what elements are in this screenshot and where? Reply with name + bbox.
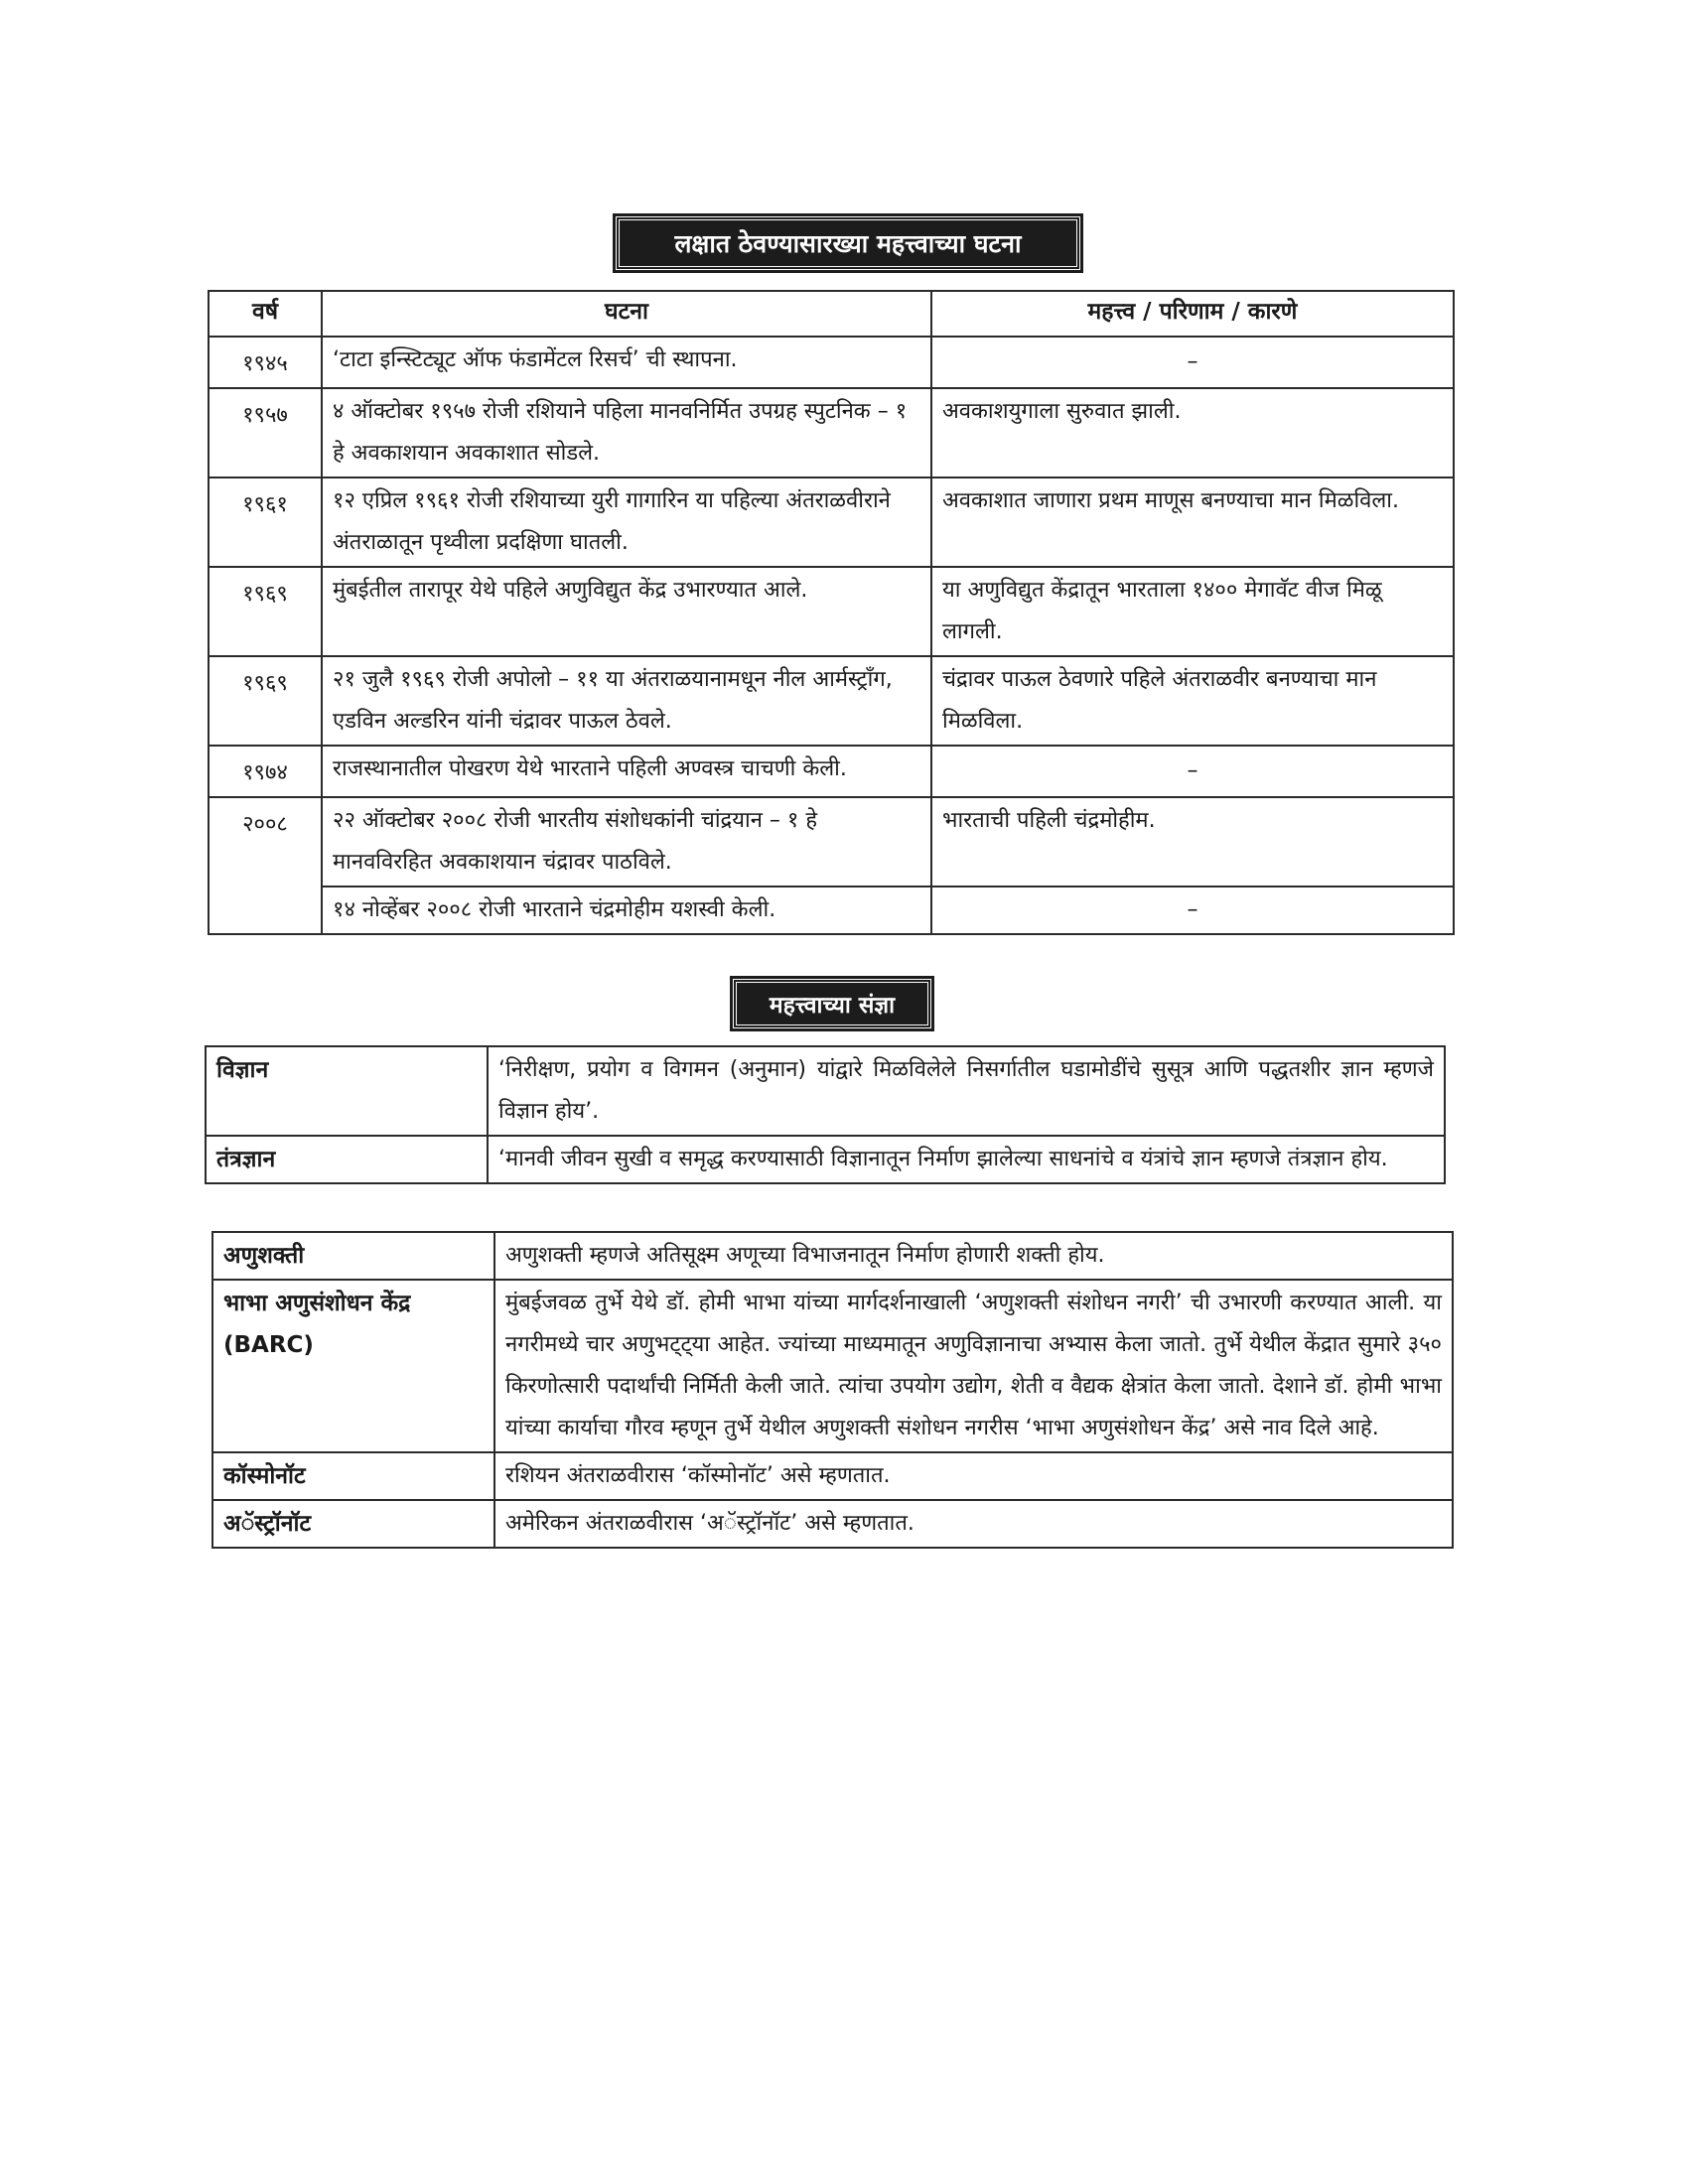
terms-section-heading	[733, 979, 931, 1028]
term-abbreviation: (BARC)	[223, 1332, 314, 1358]
table-row	[206, 1046, 1445, 1136]
event-cell: ४ ऑक्टोबर १९५७ रोजी रशियाने पहिला मानवनिर्मित उपग्रह स्पुटनिक – १ हे अवकाशयान अवकाशात सोडले.	[322, 388, 931, 478]
term-name: कॉस्मोनॉट	[223, 1463, 306, 1489]
table-row	[212, 1232, 1453, 1280]
result-cell: अवकाशात जाणारा प्रथम माणूस बनण्याचा मान मिळविला.	[931, 478, 1454, 567]
table-row	[209, 797, 1454, 887]
event-cell: मुंबईतील तारापूर येथे पहिले अणुविद्युत केंद्र उभारण्यात आले.	[322, 567, 931, 656]
term-cell	[212, 1500, 494, 1548]
terms-table-primary	[205, 1045, 1446, 1184]
term-name: अॅस्ट्रॉनॉट	[223, 1511, 312, 1537]
definition-cell: मुंबईजवळ तुर्भे येथे डॉ. होमी भाभा यांच्या मार्गदर्शनाखाली ‘अणुशक्ती संशोधन नगरी’ ची उभारणी करण्यात आली. या नगरीमध्ये चार अणुभट्ट्या आहेत. ज्यांच्या माध्यमातून अणुविज्ञानाचा अभ्यास केला जातो. तुर्भे येथील केंद्रात सुमारे ३५० किरणोत्सारी पदार्थांची निर्मिती केली जाते. त्यांचा उपयोग उद्योग, शेती व वैद्यक क्षेत्रांत केला जातो. देशाने डॉ. होमी भाभा यांच्या कार्याचा गौरव म्हणून तुर्भे येथील अणुशक्ती संशोधन नगरीस ‘भाभा अणुसंशोधन केंद्र’ असे नाव दिले आहे.	[494, 1280, 1453, 1452]
column-header-year: वर्ष	[209, 291, 322, 337]
year-cell: १९६९	[209, 567, 322, 656]
result-cell: या अणुविद्युत केंद्रातून भारताला १४०० मेगावॅट वीज मिळू लागली.	[931, 567, 1454, 656]
column-header-result: महत्त्व / परिणाम / कारणे	[931, 291, 1454, 337]
table-row	[209, 746, 1454, 797]
definition-cell: अमेरिकन अंतराळवीरास ‘अॅस्ट्रॉनॉट’ असे म्हणतात.	[494, 1500, 1453, 1548]
result-cell: अवकाशयुगाला सुरुवात झाली.	[931, 388, 1454, 478]
event-cell: ‘टाटा इन्स्टिट्यूट ऑफ फंडामेंटल रिसर्च’ ची स्थापना.	[322, 337, 931, 388]
event-cell: १४ नोव्हेंबर २००८ रोजी भारताने चंद्रमोहीम यशस्वी केली.	[322, 887, 931, 934]
event-cell: १२ एप्रिल १९६१ रोजी रशियाच्या युरी गागारिन या पहिल्या अंतराळवीराने अंतराळातून पृथ्वीला प्रदक्षिणा घातली.	[322, 478, 931, 567]
table-row	[212, 1452, 1453, 1500]
term-name: भाभा अणुसंशोधन केंद्र	[223, 1291, 411, 1316]
term-cell: विज्ञान	[206, 1046, 488, 1136]
table-row	[209, 567, 1454, 656]
table-row	[209, 656, 1454, 746]
result-cell: भारताची पहिली चंद्रमोहीम.	[931, 797, 1454, 887]
definition-cell: रशियन अंतराळवीरास ‘कॉस्मोनॉट’ असे म्हणतात.	[494, 1452, 1453, 1500]
term-cell	[212, 1280, 494, 1452]
term-cell	[212, 1232, 494, 1280]
result-cell: –	[931, 746, 1454, 797]
year-cell: २००८	[209, 797, 322, 934]
events-heading-text: लक्षात ठेवण्यासारख्या महत्त्वाच्या घटना	[674, 229, 1022, 258]
event-cell: राजस्थानातील पोखरण येथे भारताने पहिली अण्वस्त्र चाचणी केली.	[322, 746, 931, 797]
year-cell: १९४५	[209, 337, 322, 388]
term-cell	[212, 1452, 494, 1500]
column-header-event: घटना	[322, 291, 931, 337]
events-table-header-row	[209, 291, 1454, 337]
events-table	[208, 290, 1455, 935]
event-cell: २२ ऑक्टोबर २००८ रोजी भारतीय संशोधकांनी चांद्रयान – १ हे मानवविरहित अवकाशयान चंद्रावर पाठविले.	[322, 797, 931, 887]
year-cell: १९६९	[209, 656, 322, 746]
table-row	[212, 1280, 1453, 1452]
table-row	[209, 337, 1454, 388]
table-row	[209, 478, 1454, 567]
term-name: अणुशक्ती	[223, 1243, 305, 1269]
definition-cell: अणुशक्ती म्हणजे अतिसूक्ष्म अणूच्या विभाजनातून निर्माण होणारी शक्ती होय.	[494, 1232, 1453, 1280]
terms-heading-text: महत्त्वाच्या संज्ञा	[769, 993, 896, 1019]
result-cell: –	[931, 887, 1454, 934]
event-cell: २१ जुलै १९६९ रोजी अपोलो – ११ या अंतराळयानामधून नील आर्मस्ट्रॉंग, एडविन अल्डरिन यांनी चंद्रावर पाऊल ठेवले.	[322, 656, 931, 746]
definition-cell: ‘निरीक्षण, प्रयोग व विगमन (अनुमान) यांद्वारे मिळविलेले निसर्गातील घडामोडींचे सुसूत्र आणि पद्धतशीर ज्ञान म्हणजे विज्ञान होय’.	[488, 1046, 1445, 1136]
term-cell: तंत्रज्ञान	[206, 1136, 488, 1183]
table-row	[212, 1500, 1453, 1548]
result-cell: चंद्रावर पाऊल ठेवणारे पहिले अंतराळवीर बनण्याचा मान मिळविला.	[931, 656, 1454, 746]
year-cell: १९६१	[209, 478, 322, 567]
definition-cell: ‘मानवी जीवन सुखी व समृद्ध करण्यासाठी विज्ञानातून निर्माण झालेल्या साधनांचे व यंत्रांचे ज्ञान म्हणजे तंत्रज्ञान होय.	[488, 1136, 1445, 1183]
year-cell: १९७४	[209, 746, 322, 797]
year-cell: १९५७	[209, 388, 322, 478]
events-section-heading	[616, 216, 1080, 270]
terms-table-secondary	[211, 1231, 1454, 1549]
result-cell: –	[931, 337, 1454, 388]
table-row	[209, 388, 1454, 478]
table-row	[209, 887, 1454, 934]
table-row	[206, 1136, 1445, 1183]
